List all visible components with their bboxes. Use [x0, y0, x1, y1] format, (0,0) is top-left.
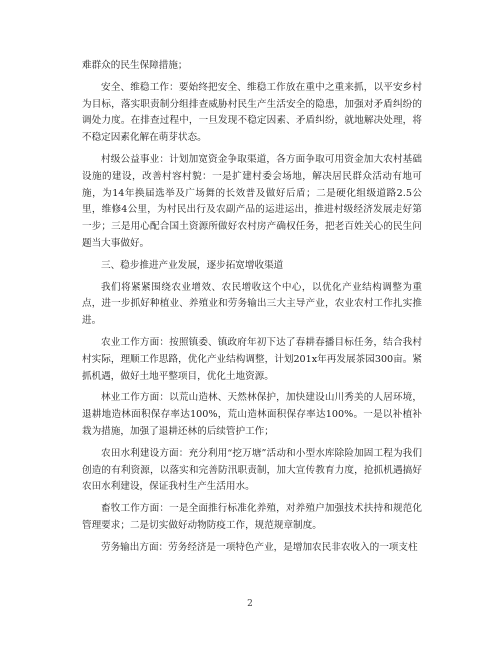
paragraph-forestry: 林业工作方面：以荒山造林、天然林保护，加快建设山川秀美的人居环境，退耕地造林面积保存率达100%，荒山造林面积保存率达100%。一是以补植补栽为措施，加强了退耕还林的后续管护工作； [82, 392, 422, 437]
section-heading-industry: 三、稳步推进产业发展，逐步拓宽增收渠道 [101, 259, 284, 271]
paragraph-water-conservancy: 农田水利建设方面：充分利用“挖万塘”活动和小型水库除险加固工程为我们创造的有利资源，以落实和完善防汛职责制，加大宣传教育力度，抢抓机遇搞好农田水利建设，保证我村生产生活用水。 [82, 447, 422, 493]
document-body [82, 58, 422, 562]
paragraph-animal-husbandry: 畜牧工作方面：一是全面推行标准化养殖，对养殖户加强技术扶持和规范化管理要求；二是切实做好动物防疫工作，规范规章制度。 [82, 503, 422, 531]
page-number: 2 [247, 599, 253, 609]
paragraph-safety-stability: 安全、维稳工作：要始终把安全、维稳工作放在重中之重来抓，以平安乡村为目标，落实职责制分组排查威胁村民生产生活安全的隐患，加强对矛盾纠纷的调处力度。在排查过程中，一旦发现不稳定因素、矛盾纠纷，就地解决处理，将不稳定因素化解在萌芽状态。 [82, 81, 422, 144]
paragraph-industry-intro: 我们将紧紧围绕农业增效、农民增收这个中心，以优化产业结构调整为重点，进一步抓好种植业、养殖业和劳务输出三大主导产业，农业农村工作扎实推进。 [82, 281, 422, 327]
paragraph-agriculture: 农业工作方面：按照镇委、镇政府年初下达了春耕春播目标任务，结合我村村实际，理顺工作思路，优化产业结构调整，计划201x年再发展茶园300亩。紧抓机遇，做好土地平整项目，优化土地资源。 [82, 336, 422, 382]
paragraph-public-welfare: 村级公益事业：计划加宽资金争取渠道，各方面争取可用资金加大农村基础设施的建设，改善村容村貌：一是扩建村委会场地，解决居民群众活动有地可施，为14年换届选举及广场舞的长效普及做好后盾；二是硬化组级道路2.5公里，维修4公里，为村民出行及农副产品的运进运出，推进村级经济发展走好第一步；三是用心配合国土资源所做好农村房产确权任务，把老百姓关心的民生问题当大事做好。 [82, 153, 422, 249]
paragraph-labor-export: 劳务输出方面：劳务经济是一项特色产业，是增加农民非农收入的一项支柱 [101, 541, 418, 553]
paragraph-continuation: 难群众的民生保障措施； [82, 60, 188, 71]
